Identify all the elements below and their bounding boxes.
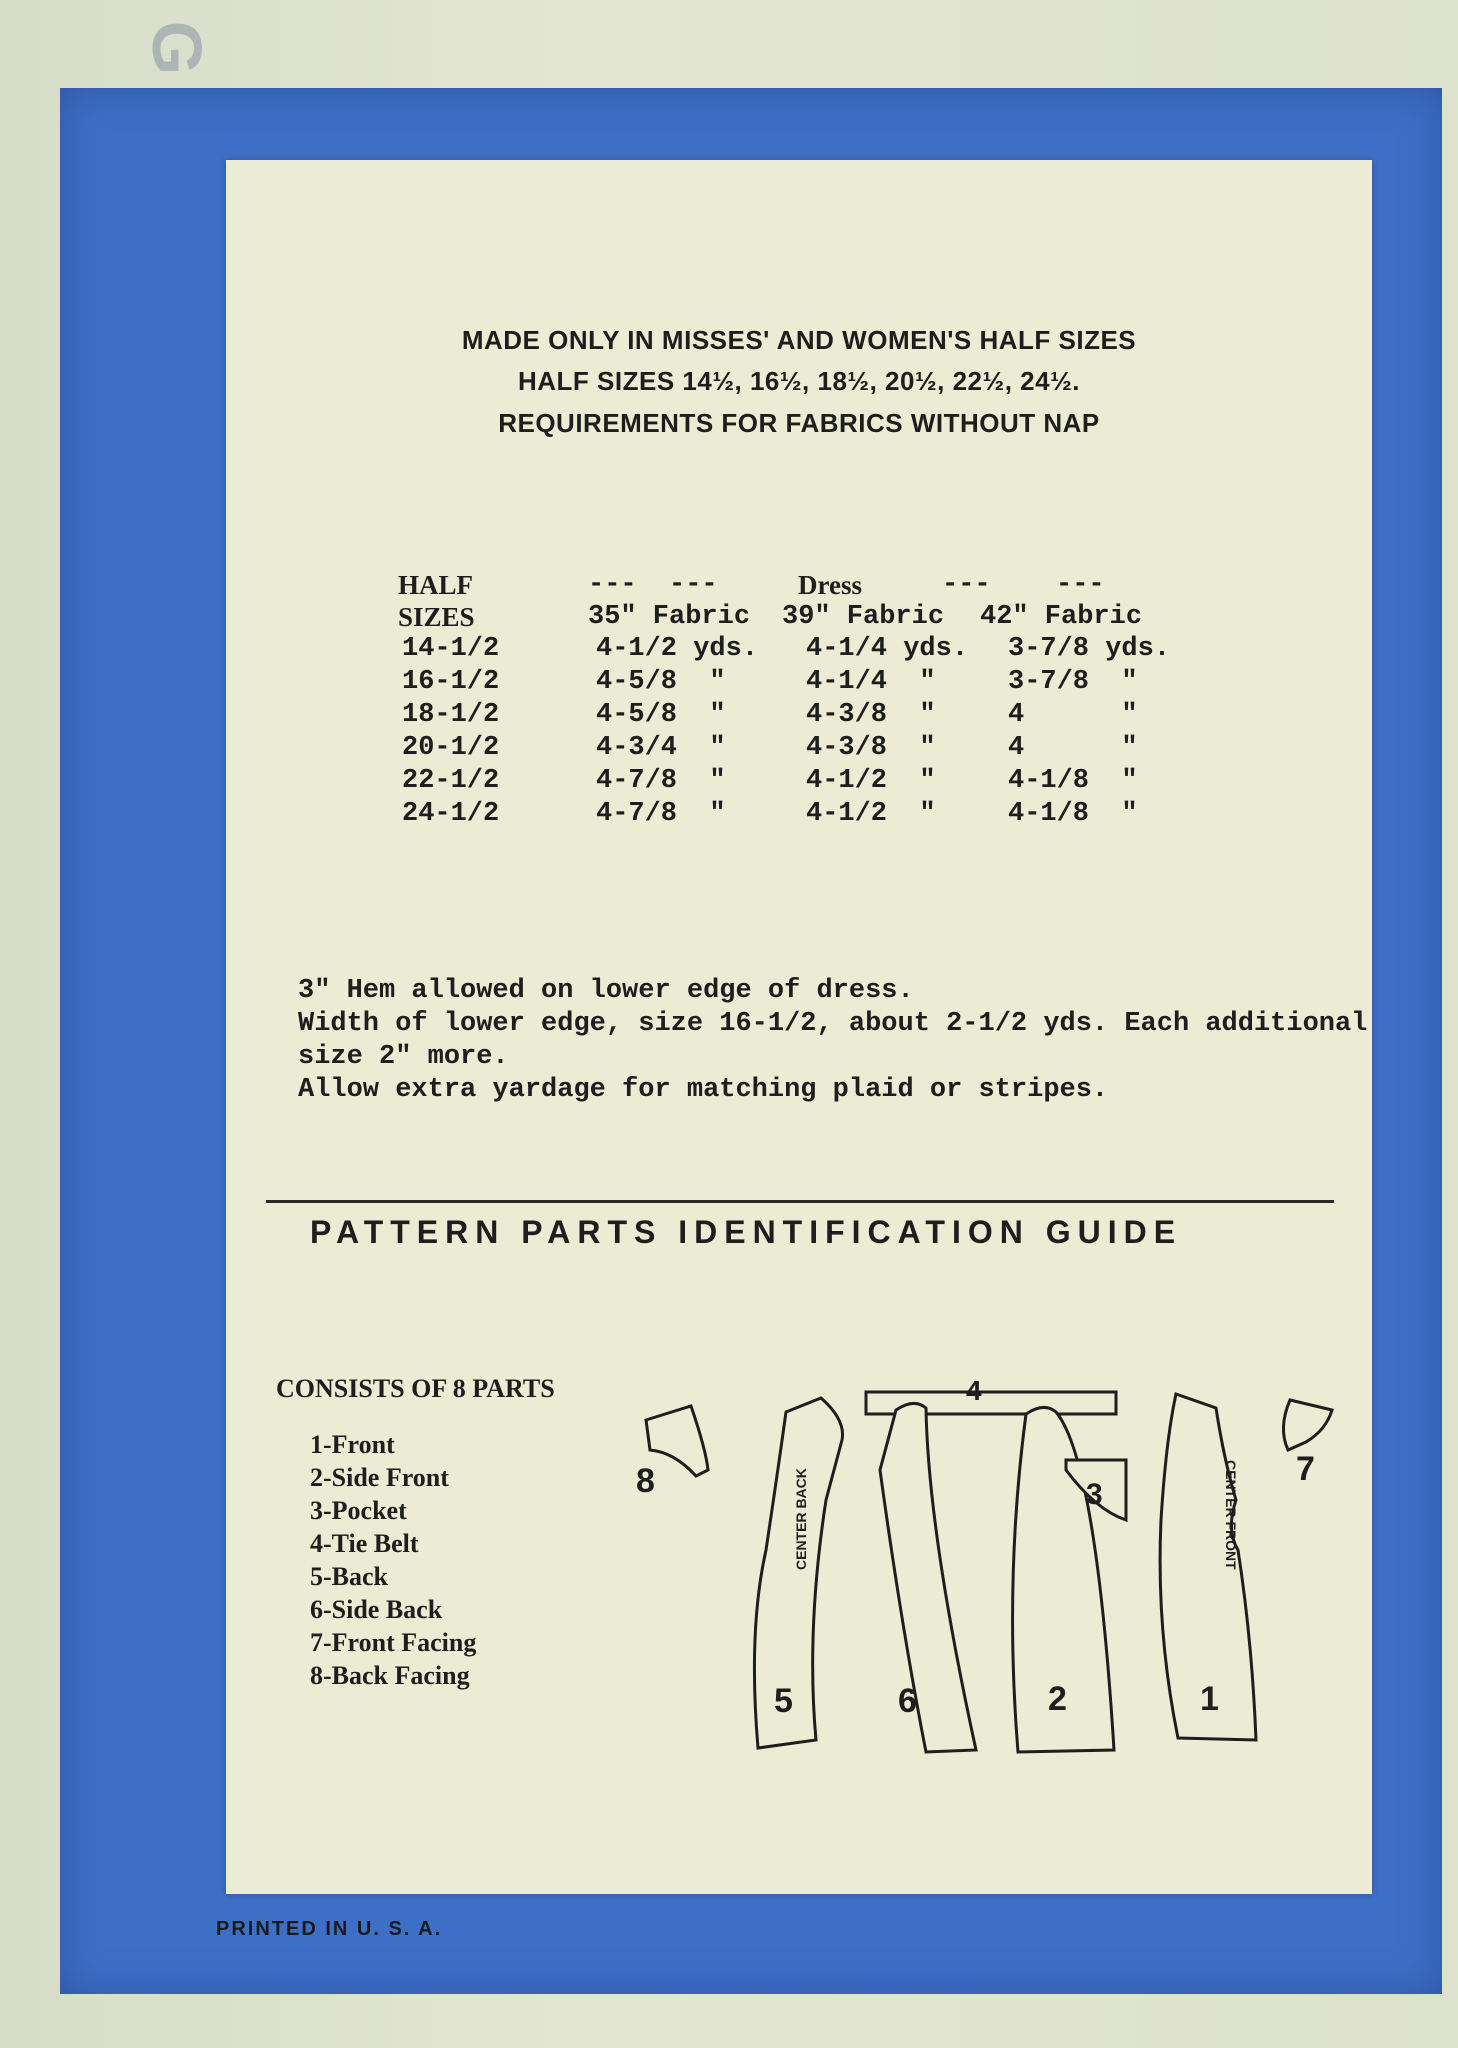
part-item-7: 7-Front Facing (310, 1628, 477, 1657)
piece-6-side-back (880, 1403, 976, 1752)
diagram-label-2: 2 (1048, 1680, 1067, 1718)
consists-label: CONSISTS OF 8 PARTS (276, 1374, 555, 1403)
table-cell-f42: 4-1/8 " (1008, 766, 1138, 796)
table-cell-f35: 4-1/2 yds. (596, 634, 759, 664)
table-header-35: 35" Fabric (588, 602, 751, 632)
table-cell-size: 14-1/2 (402, 634, 500, 664)
diagram-label-5: 5 (774, 1682, 793, 1720)
table-header-dash-b: --- (942, 570, 991, 600)
pattern-pieces-diagram (616, 1380, 1356, 1780)
diagram-label-1: 1 (1200, 1680, 1219, 1718)
diagram-label-6: 6 (898, 1682, 917, 1720)
note-plaid: Allow extra yardage for matching plaid or stripes. (298, 1075, 1109, 1105)
guide-title: PATTERN PARTS IDENTIFICATION GUIDE (310, 1214, 1183, 1250)
piece-8-back-facing (646, 1406, 708, 1476)
heading-requirements: REQUIREMENTS FOR FABRICS WITHOUT NAP (498, 408, 1100, 438)
instruction-panel (226, 160, 1372, 1894)
part-item-2: 2-Side Front (310, 1463, 449, 1492)
printed-in-usa: PRINTED IN U. S. A. (216, 1918, 443, 1940)
diagram-label-7: 7 (1296, 1450, 1315, 1488)
table-cell-f39: 4-1/4 yds. (806, 634, 969, 664)
table-cell-f42: 3-7/8 yds. (1008, 634, 1171, 664)
table-cell-size: 18-1/2 (402, 700, 500, 730)
diagram-label-8: 8 (636, 1462, 655, 1500)
table-cell-size: 24-1/2 (402, 799, 500, 829)
table-cell-size: 16-1/2 (402, 667, 500, 697)
table-header-42: 42" Fabric (980, 602, 1143, 632)
table-cell-size: 22-1/2 (402, 766, 500, 796)
table-header-sizes: SIZES (398, 602, 475, 632)
table-cell-f42: 4-1/8 " (1008, 799, 1138, 829)
note-width: Width of lower edge, size 16-1/2, about 2-1/2 yds. Each additional (298, 1009, 1368, 1039)
table-cell-f42: 4 " (1008, 733, 1138, 763)
table-cell-f39: 4-3/8 " (806, 733, 936, 763)
piece-5-back (754, 1398, 842, 1748)
heading-half-sizes: HALF SIZES 14½, 16½, 18½, 20½, 22½, 24½. (518, 366, 1080, 396)
table-header-39: 39" Fabric (782, 602, 945, 632)
part-item-8: 8-Back Facing (310, 1661, 470, 1690)
table-header-half: HALF (398, 570, 474, 600)
parts-list (310, 1430, 476, 1694)
table-cell-size: 20-1/2 (402, 733, 500, 763)
envelope-edge-mark: G (138, 20, 217, 76)
divider-rule (266, 1200, 1334, 1203)
table-cell-f35: 4-5/8 " (596, 667, 726, 697)
diagram-center-front: CENTER FRONT (1223, 1460, 1239, 1570)
diagram-label-4: 4 (966, 1380, 982, 1406)
table-cell-f35: 4-7/8 " (596, 799, 726, 829)
part-item-5: 5-Back (310, 1562, 388, 1591)
piece-7-front-facing (1283, 1400, 1332, 1450)
table-header-dress: Dress (798, 570, 862, 600)
table-header-dash-c: --- (1056, 570, 1105, 600)
table-cell-f39: 4-1/2 " (806, 799, 936, 829)
table-cell-f42: 3-7/8 " (1008, 667, 1138, 697)
table-header-dash-a: --- --- (588, 570, 718, 600)
heading-sizes: MADE ONLY IN MISSES' AND WOMEN'S HALF SIZES (461, 325, 1137, 355)
table-cell-f39: 4-1/4 " (806, 667, 936, 697)
note-additional: size 2" more. (298, 1042, 509, 1072)
table-cell-f39: 4-1/2 " (806, 766, 936, 796)
part-item-1: 1-Front (310, 1430, 395, 1459)
table-cell-f42: 4 " (1008, 700, 1138, 730)
note-hem: 3" Hem allowed on lower edge of dress. (298, 976, 914, 1006)
table-cell-f35: 4-7/8 " (596, 766, 726, 796)
part-item-4: 4-Tie Belt (310, 1529, 419, 1558)
table-cell-f35: 4-5/8 " (596, 700, 726, 730)
diagram-center-back: CENTER BACK (793, 1468, 809, 1570)
diagram-label-3: 3 (1086, 1478, 1103, 1511)
part-item-6: 6-Side Back (310, 1595, 443, 1624)
table-cell-f35: 4-3/4 " (596, 733, 726, 763)
table-cell-f39: 4-3/8 " (806, 700, 936, 730)
part-item-3: 3-Pocket (310, 1496, 407, 1525)
